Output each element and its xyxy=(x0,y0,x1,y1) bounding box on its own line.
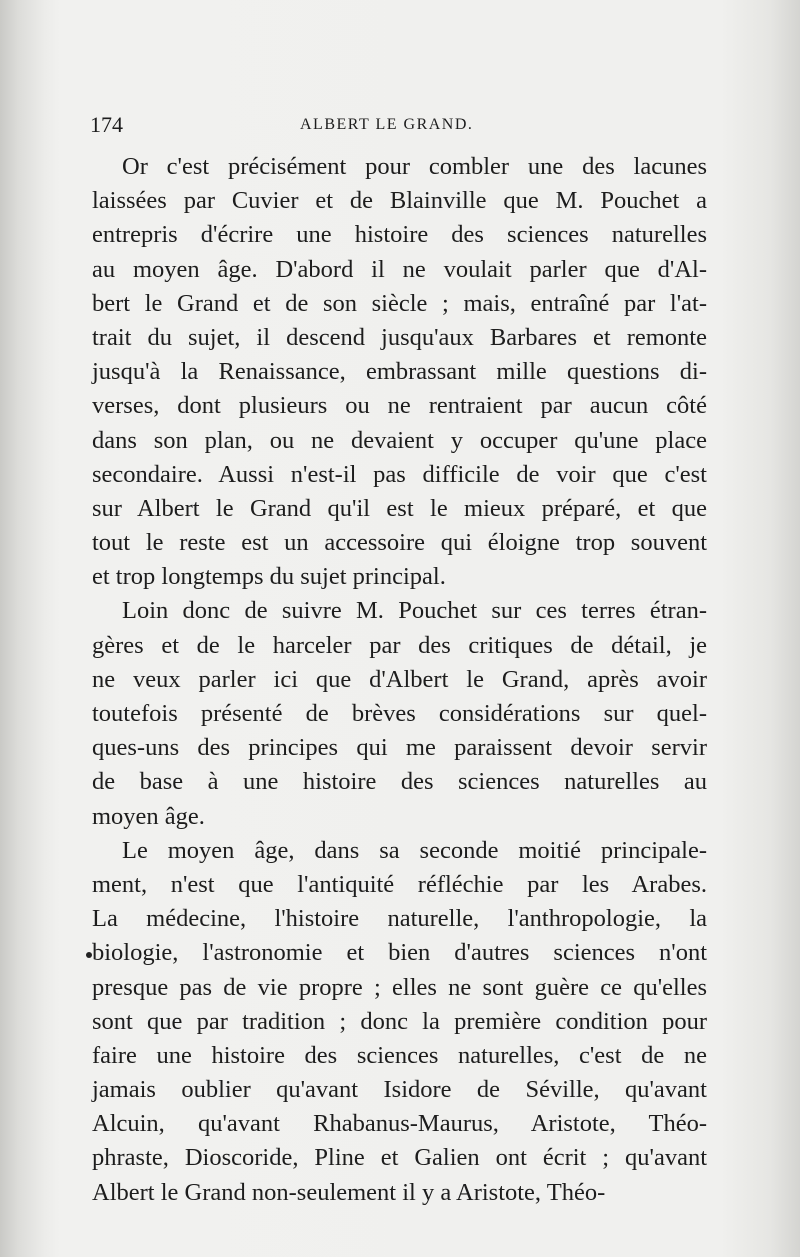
text-line: Le moyen âge, dans sa seconde moitié principale- xyxy=(122,836,707,864)
text-line: verses, dont plusieurs ou ne rentraient par aucun côté xyxy=(92,392,707,420)
text-line: ment, n'est que l'antiquité réfléchie par les Arabes. xyxy=(92,870,707,898)
text-line: et trop longtemps du sujet principal. xyxy=(92,563,446,591)
text-line: tout le reste est un accessoire qui éloigne trop souvent xyxy=(92,529,707,557)
text-line: sont que par tradition ; donc la première condition pour xyxy=(92,1007,707,1035)
body-text xyxy=(92,150,707,1210)
text-line: moyen âge. xyxy=(92,802,205,830)
text-line: ne veux parler ici que d'Albert le Grand, après avoir xyxy=(92,665,707,693)
paragraph xyxy=(92,594,707,833)
text-line: entrepris d'écrire une histoire des sciences naturelles xyxy=(92,221,707,249)
text-line: gères et de le harceler par des critiques de détail, je xyxy=(92,631,707,659)
text-line: dans son plan, ou ne devaient y occuper qu'une place xyxy=(92,426,707,454)
text-line: jamais oublier qu'avant Isidore de Séville, qu'avant xyxy=(92,1076,707,1104)
paragraph xyxy=(92,834,707,1210)
text-line: ques-uns des principes qui me paraissent devoir servir xyxy=(92,734,707,762)
text-line: Alcuin, qu'avant Rhabanus-Maurus, Aristote, Théo- xyxy=(92,1110,707,1138)
text-line: jusqu'à la Renaissance, embrassant mille questions di- xyxy=(92,358,707,386)
text-line: biologie, l'astronomie et bien d'autres sciences n'ont xyxy=(92,939,707,967)
text-line: secondaire. Aussi n'est-il pas difficile de voir que c'est xyxy=(92,460,707,488)
text-line: au moyen âge. D'abord il ne voulait parler que d'Al- xyxy=(92,255,707,283)
page-number: 174 xyxy=(90,112,123,137)
text-line: phraste, Dioscoride, Pline et Galien ont écrit ; qu'avant xyxy=(92,1144,707,1172)
text-line: Loin donc de suivre M. Pouchet sur ces terres étran- xyxy=(122,597,707,625)
running-head xyxy=(90,112,710,142)
text-line: trait du sujet, il descend jusqu'aux Barbares et remonte xyxy=(92,323,707,351)
text-line: Albert le Grand non-seulement il y a Aristote, Théo- xyxy=(92,1178,606,1206)
running-title: ALBERT LE GRAND. xyxy=(300,116,474,133)
text-line: bert le Grand et de son siècle ; mais, entraîné par l'at- xyxy=(92,289,707,317)
text-line: de base à une histoire des sciences naturelles au xyxy=(92,768,707,796)
paragraph xyxy=(92,150,707,594)
text-line: sur Albert le Grand qu'il est le mieux préparé, et que xyxy=(92,494,707,522)
text-line: laissées par Cuvier et de Blainville que M. Pouchet a xyxy=(92,187,707,215)
text-line: La médecine, l'histoire naturelle, l'anthropologie, la xyxy=(92,905,707,933)
text-line: Or c'est précisément pour combler une des lacunes xyxy=(122,153,707,180)
text-line: toutefois présenté de brèves considérations sur quel- xyxy=(92,700,707,727)
text-line: faire une histoire des sciences naturelles, c'est de ne xyxy=(92,1041,707,1069)
text-line: presque pas de vie propre ; elles ne sont guère ce qu'elles xyxy=(92,973,707,1001)
